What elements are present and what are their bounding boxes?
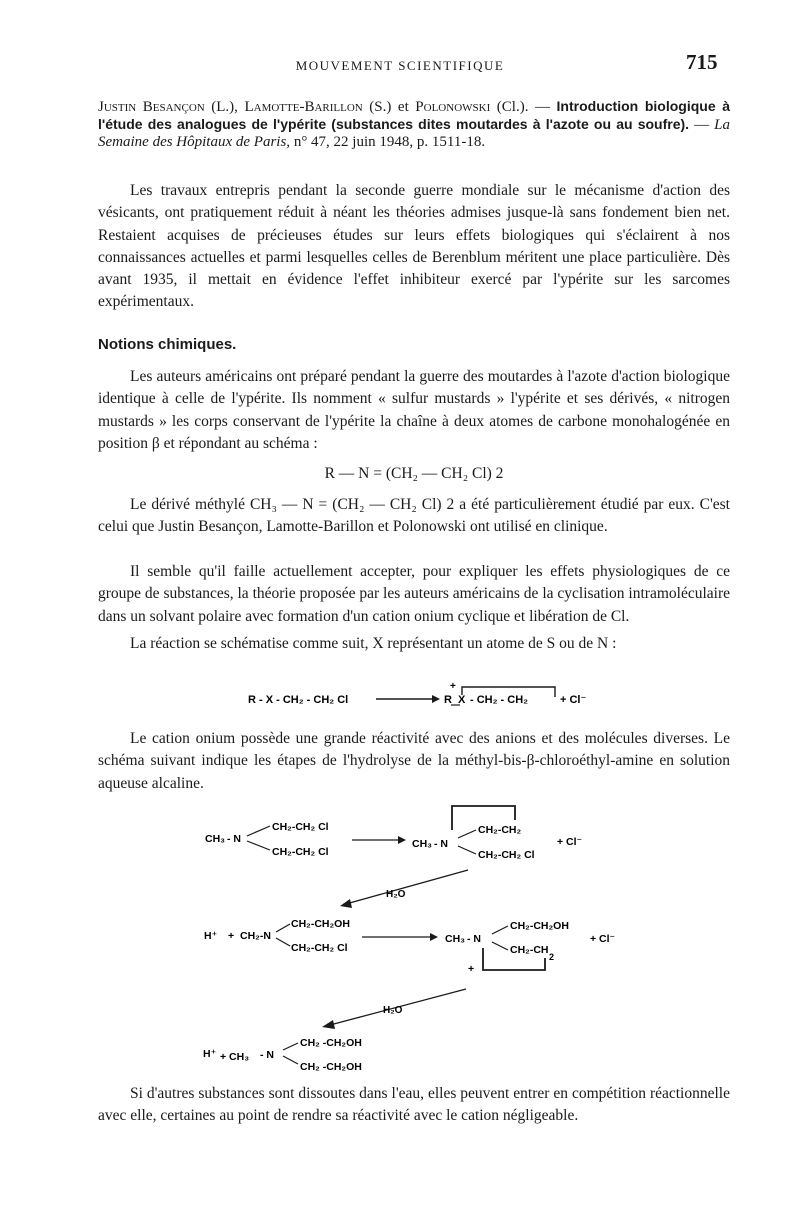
scheme1-arrowhead	[432, 695, 440, 703]
scheme1-chain: - CH₂ - CH₂	[470, 694, 529, 706]
paragraph-theory: Il semble qu'il faille actuellement accepter, pour expliquer les effets physiologiques de ce groupe de substances, la théorie proposée par les auteurs américains de la cyclisation intramoléculaire dans un solvant polaire avec formation d'un cation onium cyclique et libération de Cl.	[98, 563, 730, 625]
row2-right-bond-down	[492, 942, 508, 950]
section-heading: Notions chimiques.	[98, 336, 237, 353]
reference-details: n° 47, 22 juin 1948, p. 1511-18.	[290, 134, 486, 150]
row1-arm-top: CH₂-CH₂ Cl	[272, 821, 329, 833]
row2-plus-charge: +	[468, 963, 475, 975]
row1-right-ch3: CH₃	[412, 838, 433, 850]
row1-ring-bottom: CH₂-CH₂ Cl	[478, 849, 535, 861]
paragraph-competition: Si d'autres substances sont dissoutes dans l'eau, elles peuvent entrer en compétition réactionnelle avec elle, certaines au point de rendre sa réactivité avec le cation négligeable.	[98, 1085, 730, 1125]
row1-arm-bottom: CH₂-CH₂ Cl	[272, 846, 329, 858]
author-2-initial: (S.)	[369, 99, 392, 115]
row2-top: CH₂-CH₂OH	[291, 918, 350, 930]
water-label-1: H₂O	[386, 889, 406, 900]
scheme1-chloride: + Cl⁻	[560, 694, 587, 706]
reference-dash: —	[689, 117, 715, 133]
row2-right-bond-up	[492, 926, 508, 934]
paragraph-reaction-intro: La réaction se schématise comme suit, X représentant un atome de S ou de N :	[130, 635, 617, 652]
row2-bottom: CH₂-CH₂ Cl	[291, 942, 348, 954]
row3-hplus: H⁺	[203, 1048, 217, 1060]
row2-plus: +	[228, 930, 235, 942]
paragraph-methyl-derivative: Le dérivé méthylé CH₃ — N = (CH₂ — CH₂ Cl) 2 a été particulièrement étudié par eux. C'est celui que Justin Besançon, Lamotte-Barillon et Polonowski ont utilisé en clinique.	[98, 496, 730, 536]
paragraph-american-authors: Les auteurs américains ont préparé pendant la guerre des moutardes à l'azote d'action biologique identique à celle de l'ypérite. Ils nomment « sulfur mustards » l'ypérite et ses dérivés, « nitrogen mustards » les corps conservant de l'ypérite la chaîne à deux atomes de carbone monohalogénée en position β et répondant au schéma :	[98, 368, 730, 452]
bibliographic-reference	[98, 98, 730, 151]
row3-bottom: CH₂ -CH₂OH	[300, 1061, 362, 1073]
row3-n: - N	[260, 1049, 274, 1061]
row2-right-ring-sub: 2	[549, 952, 555, 962]
row2-right-top: CH₂-CH₂OH	[510, 920, 569, 932]
water-label-2: H₂O	[383, 1005, 403, 1016]
row3-bond-down	[283, 1056, 298, 1064]
row1-right-bond-down	[458, 846, 476, 854]
row3-top: CH₂ -CH₂OH	[300, 1037, 362, 1049]
paragraph-intro: Les travaux entrepris pendant la seconde guerre mondiale sur le mécanisme d'action des vésicants, ont pratiquement réduit à néant les théories admises jusque-là sans fondement bien net. Restaient acquises de précieuses études sur leurs effets biologiques qui s'éclairent à nos connaissances actuelles et parmi lesquelles celles de Berenblum méritent une place particulière. Dès avant 1935, il mettait en évidence l'effet inhibiteur exercé par l'ypérite sur les sarcomes expérimentaux.	[98, 182, 730, 311]
row1-right-n: - N	[434, 838, 448, 850]
scheme1-r: R	[444, 694, 452, 706]
row1-chloride: + Cl⁻	[557, 836, 583, 848]
scheme1-x: X	[458, 694, 466, 706]
row2-chloride: + Cl⁻	[590, 933, 616, 945]
row2-hplus: H⁺	[204, 930, 218, 942]
row3-bond-up	[283, 1043, 298, 1050]
page-number: 715	[686, 50, 718, 74]
author-3: Polonowski	[415, 99, 491, 115]
row1-n: - N	[227, 833, 241, 845]
row2-bond-up	[276, 924, 290, 932]
row1-right-bond-up	[458, 830, 476, 838]
water-arrowhead-2	[322, 1020, 335, 1029]
author-1-initial: (L.),	[211, 99, 238, 115]
row2-arrowhead	[430, 933, 438, 941]
row1-bond-up	[247, 826, 270, 836]
row1-ring-top: CH₂-CH₂	[478, 824, 522, 836]
paragraph-onium: Le cation onium possède une grande réactivité avec des anions et des molécules diverses. Le schéma suivant indique les étapes de l'hydrolyse de la méthyl-bis-β-chloroéthyl-amine en solution aqueuse alcaline.	[98, 730, 730, 792]
scheme1-plus-charge: +	[450, 681, 456, 692]
running-title: MOUVEMENT SCIENTIFIQUE	[295, 58, 505, 73]
row2-right-ch3: CH₃	[445, 933, 466, 945]
hydrolysis-scheme	[0, 800, 800, 1085]
water-arrow-1	[346, 870, 468, 904]
scheme1-reactant: R - X - CH₂ - CH₂ Cl	[248, 694, 349, 706]
author-2: Lamotte-Barillon	[244, 99, 363, 115]
row2-right-n: - N	[467, 933, 481, 945]
row2-bond-down	[276, 938, 290, 946]
row2-right-ring: CH₂-CH	[510, 944, 549, 956]
row1-arrowhead	[398, 836, 406, 844]
article-title: Introduction biologique à l'étude des analogues de l'ypérite (substances dites moutardes à l'azote ou au soufre).	[98, 98, 731, 132]
water-arrowhead-1	[340, 899, 352, 908]
author-3-initial: (Cl.). —	[496, 99, 550, 115]
author-1: Justin Besançon	[98, 99, 205, 115]
row1-bond-down	[247, 841, 270, 850]
conjunction: et	[397, 99, 409, 115]
row2-ch2n: CH₂-N	[240, 930, 271, 942]
general-formula: R — N = (CH₂ — CH₂ Cl) 2	[324, 465, 504, 482]
cyclisation-reaction-scheme	[0, 675, 800, 720]
journal-name: La Semaine des Hôpitaux de Paris,	[98, 117, 730, 150]
row3-plus-ch3: + CH₃	[220, 1051, 250, 1063]
row1-ch3: CH₃	[205, 833, 226, 845]
